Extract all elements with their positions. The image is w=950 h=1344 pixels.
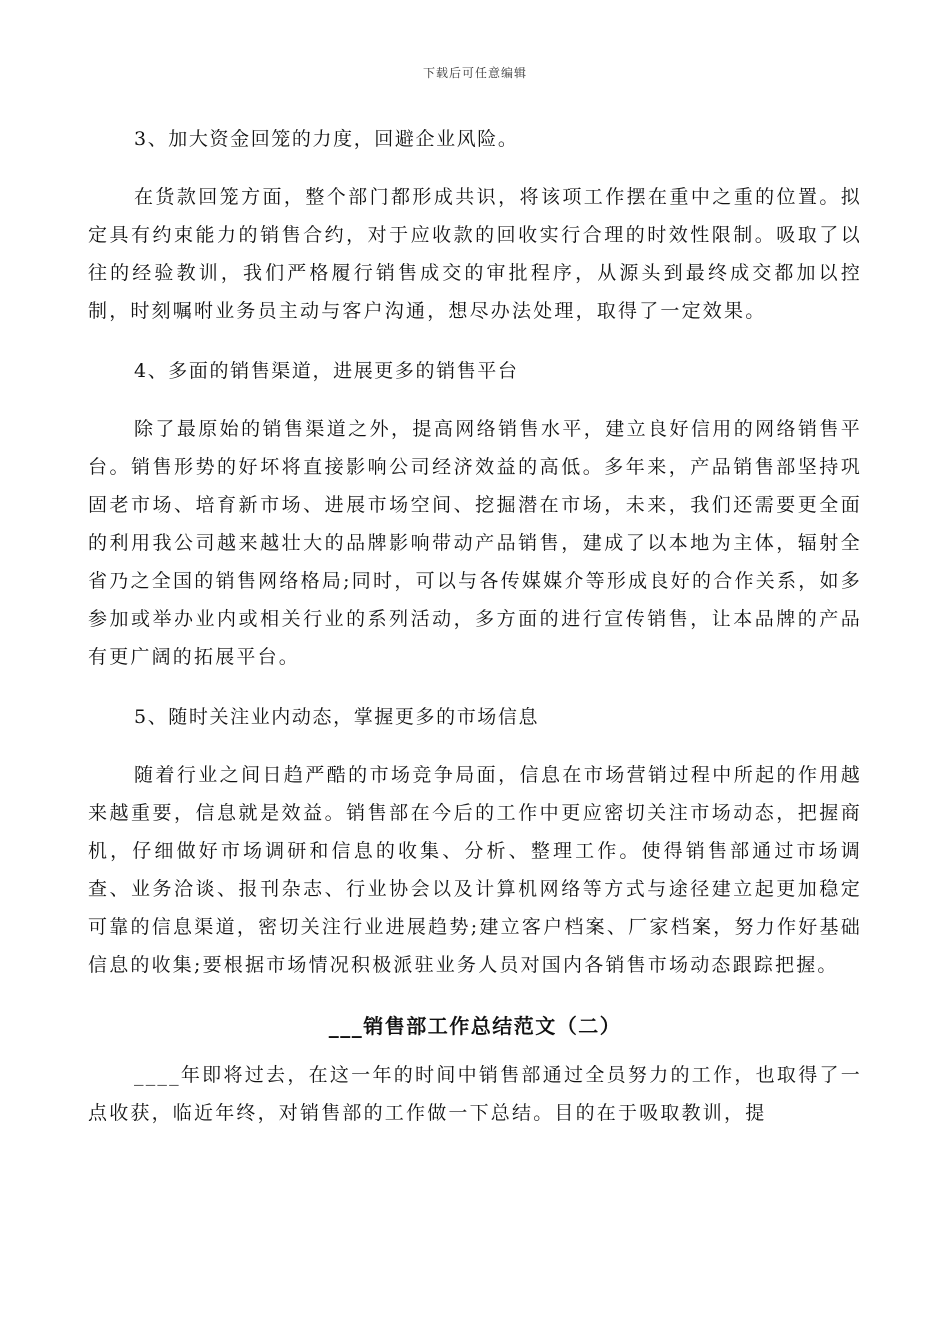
paragraph-market-information: 随着行业之间日趋严酷的市场竞争局面，信息在市场营销过程中所起的作用越来越重要，信息就是效益。销售部在今后的工作中更应密切关注市场动态，把握商机，仔细做好市场调研和信息的收集、分析、整理工作。使得销售部通过市场调查、业务洽谈、报刊杂志、行业协会以及计算机网络等方式与途径建立起更加稳定可靠的信息渠道，密切关注行业进展趋势;建立客户档案、厂家档案，努力作好基础信息的收集;要根据市场情况积极派驻业务人员对国内各销售市场动态跟踪把握。 xyxy=(88,764,862,976)
section-heading-4: 4、多面的销售渠道，进展更多的销售平台 xyxy=(134,360,519,382)
section-heading-3: 3、加大资金回笼的力度，回避企业风险。 xyxy=(134,128,519,150)
document-section-title: ___销售部工作总结范文（二） xyxy=(328,1014,622,1038)
header-note: 下载后可任意编辑 xyxy=(422,66,527,80)
paragraph-payment-collection: 在货款回笼方面，整个部门都形成共识，将该项工作摆在重中之重的位置。拟定具有约束能力的销售合约，对于应收款的回收实行合理的时效性限制。吸取了以往的经验教训，我们严格履行销售成交的审批程序，从源头到最终成交都加以控制，时刻嘱咐业务员主动与客户沟通，想尽办法处理，取得了一定效果。 xyxy=(88,186,862,322)
section-heading-5: 5、随时关注业内动态，掌握更多的市场信息 xyxy=(134,706,540,728)
document-body xyxy=(88,120,862,1154)
paragraph-year-summary: ____年即将过去，在这一年的时间中销售部通过全员努力的工作，也取得了一点收获，临近年终，对销售部的工作做一下总结。目的在于吸取教训，提 xyxy=(88,1064,862,1124)
paragraph-sales-channels: 除了最原始的销售渠道之外，提高网络销售水平，建立良好信用的网络销售平台。销售形势的好坏将直接影响公司经济效益的高低。多年来，产品销售部坚持巩固老市场、培育新市场、进展市场空间、挖掘潜在市场，未来，我们还需要更全面的利用我公司越来越壮大的品牌影响带动产品销售，建成了以本地为主体，辐射全省乃之全国的销售网络格局;同时，可以与各传媒媒介等形成良好的合作关系，如多参加或举办业内或相关行业的系列活动，多方面的进行宣传销售，让本品牌的产品有更广阔的拓展平台。 xyxy=(88,418,862,668)
